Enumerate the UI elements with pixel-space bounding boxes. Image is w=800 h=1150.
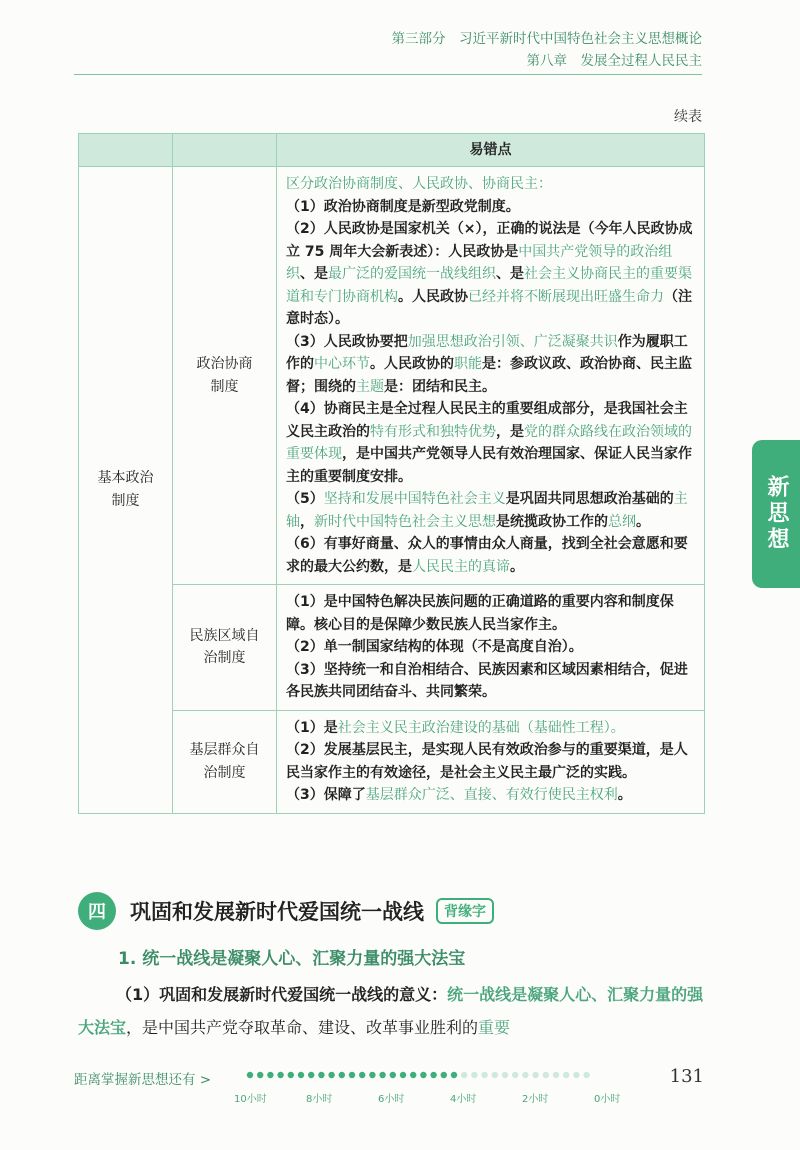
content-line [286, 488, 697, 533]
content-line [286, 173, 697, 196]
progress-dot [481, 1072, 487, 1078]
table-row [79, 710, 705, 813]
body-text: 。人民政协 [398, 288, 468, 305]
body-text: （4）协商民主是全过程人民民主的重要组成部分，是我国社会主义民主政治的 [286, 401, 688, 440]
content-line [286, 398, 697, 488]
section-heading [78, 892, 494, 930]
header-cell-blank-2 [173, 134, 277, 167]
content-line [286, 533, 697, 578]
content-line [286, 591, 697, 636]
highlight-text: 职能 [454, 356, 482, 372]
content-cell [277, 585, 705, 711]
body-text: （1）是 [286, 719, 338, 736]
body-text: （6）有事好商量、众人的事情由众人商量，找到全社会意愿和要求的最大公约数，是 [286, 536, 688, 575]
header-cell-blank-1 [79, 134, 173, 167]
progress-dot [267, 1072, 273, 1078]
body-text: （注意时态）。 [286, 288, 692, 327]
progress-dot [277, 1072, 283, 1078]
progress-dot [410, 1072, 416, 1078]
progress-dot [543, 1072, 549, 1078]
section-title: 巩固和发展新时代爱国统一战线 [130, 900, 424, 924]
subheading: 1. 统一战线是凝聚人心、汇聚力量的强大法宝 [118, 949, 466, 969]
content-line [286, 717, 697, 740]
content-line [286, 636, 697, 659]
highlight-text: 总纲 [608, 513, 636, 530]
highlight-text: 统一战线是凝聚人心、汇聚力量的强大法宝 [78, 985, 704, 1037]
progress-dot [512, 1072, 518, 1078]
body-text: ，是 [496, 423, 524, 440]
highlight-text: 新时代中国特色社会主义思想 [314, 513, 496, 530]
body-text: 。 [617, 787, 632, 803]
body-text: （2）人民政协是国家机关（×），正确的说法是（今年人民政协成立 75 周年大会新表述）：人民政协是 [286, 221, 693, 260]
highlight-text: 社会主义民主政治建设的基础（基础性工程） [337, 719, 611, 736]
highlight-text: 社会主义协商民主的重要渠道和专门协商机构 [286, 266, 692, 305]
progress-dot [471, 1072, 477, 1078]
body-text: （3）保障了 [286, 787, 366, 803]
content-line [286, 331, 697, 399]
header-chapter: 第八章 发展全过程人民民主 [526, 53, 702, 69]
progress-dot [390, 1072, 396, 1078]
highlight-text: 人民民主的真谛 [412, 558, 510, 575]
body-text: 。人民政协的 [370, 356, 454, 372]
highlight-text: 特有形式和独特优势 [370, 423, 496, 440]
section-number-badge: 四 [78, 892, 116, 930]
progress-dot [502, 1072, 508, 1078]
progress-dot [461, 1072, 467, 1078]
body-paragraph [78, 978, 708, 1044]
progress-dot [451, 1072, 457, 1078]
subcategory-cell [173, 167, 277, 585]
hour-label: 4小时 [450, 1094, 477, 1105]
progress-dot [553, 1072, 559, 1078]
hour-label: 0小时 [594, 1094, 621, 1105]
body-text: ，是中国共产党领导人民有效治理国家、保证人民当家作主的重要制度安排。 [286, 446, 692, 485]
body-text: 是：团结和民主。 [384, 378, 496, 395]
body-text: （3）坚持统一和自治相结合、民族因素和区域因素相结合，促进各民族共同团结奋斗、共同繁荣。 [286, 661, 688, 700]
category-cell [79, 167, 173, 814]
section-tag: 背缘字 [436, 898, 494, 924]
highlight-text: 主轴 [286, 491, 688, 530]
progress-dot [328, 1072, 334, 1078]
progress-dot [288, 1072, 294, 1078]
highlight-text: 最广泛的爱国统一战线组织 [328, 266, 496, 282]
progress-dot [583, 1072, 589, 1078]
progress-dot [563, 1072, 569, 1078]
content-cell [277, 167, 705, 585]
body-text: 、是 [300, 266, 328, 282]
highlight-text: 区分政治协商制度、人民政协、协商民主： [286, 176, 552, 192]
highlight-text: 中心环节 [314, 356, 370, 372]
body-text: ， [300, 513, 314, 530]
progress-dot [430, 1072, 436, 1078]
category-label: 基本政治制度 [97, 470, 154, 509]
progress-dot [369, 1072, 375, 1078]
body-text: （3）人民政协要把 [286, 333, 408, 350]
progress-dot [349, 1072, 355, 1078]
body-text: ，是中国共产党夺取革命、建设、改革事业胜利的 [126, 1018, 479, 1037]
progress-dot [492, 1072, 498, 1078]
body-text: （5） [286, 491, 324, 507]
body-text: 是巩固共同思想政治基础的 [505, 491, 674, 507]
footer-label: 距离掌握新思想还有 > [74, 1072, 212, 1088]
table-header-row [79, 134, 705, 167]
progress-dot [308, 1072, 314, 1078]
hour-label: 2小时 [522, 1094, 549, 1105]
subcategory-label: 民族区域自治制度 [189, 627, 260, 667]
table-row [79, 585, 705, 711]
progress-dot [359, 1072, 365, 1078]
progress-dot [247, 1072, 253, 1078]
highlight-text: 坚持和发展中国特色社会主义 [323, 491, 506, 507]
highlight-text: 基层群众广泛、直接、有效行使民主权利 [365, 787, 618, 803]
progress-dot [532, 1072, 538, 1078]
body-text: 、是 [496, 266, 524, 282]
header-cell-errors: 易错点 [277, 134, 705, 167]
highlight-text: 已经并将不断展现出旺盛生命力 [468, 288, 664, 305]
body-text: 是统揽政协工作的 [496, 513, 608, 530]
progress-dot [318, 1072, 324, 1078]
body-text: （1）是中国特色解决民族问题的正确道路的重要内容和制度保障。核心目的是保障少数民族人民当家作主。 [286, 594, 674, 633]
body-text: （1）政治协商制度是新型政党制度。 [286, 198, 520, 215]
content-line [286, 218, 697, 331]
progress-dot [257, 1072, 263, 1078]
body-text: 作为履职工作的 [286, 333, 688, 372]
content-line [286, 784, 697, 807]
subcategory-cell [173, 710, 277, 813]
body-text: （1）巩固和发展新时代爱国统一战线的意义： [116, 985, 448, 1004]
page-number: 131 [669, 1066, 704, 1087]
highlight-text: 加强思想政治引领、广泛凝聚共识 [407, 333, 618, 350]
progress-dot [339, 1072, 345, 1078]
table-row [79, 167, 705, 585]
content-cell [277, 710, 705, 813]
highlight-text: 党的群众路线在政治领域的重要体现 [286, 423, 692, 462]
progress-dot [573, 1072, 579, 1078]
progress-dot [420, 1072, 426, 1078]
content-line [286, 196, 697, 219]
running-header [392, 28, 703, 72]
hour-label: 8小时 [306, 1094, 333, 1105]
continued-label: 续表 [674, 109, 702, 125]
header-part: 第三部分 习近平新时代中国特色社会主义思想概论 [391, 31, 702, 47]
progress-dot [298, 1072, 304, 1078]
progress-dots [244, 1066, 634, 1096]
errors-table [78, 133, 705, 814]
highlight-text: 中国共产党领导的政治组织 [286, 243, 673, 282]
progress-dot [522, 1072, 528, 1078]
header-divider [74, 74, 702, 75]
progress-dot [441, 1072, 447, 1078]
hour-label: 6小时 [378, 1094, 405, 1105]
progress-dot [379, 1072, 385, 1078]
progress-dot [400, 1072, 406, 1078]
body-text: （2）单一制国家结构的体现（不是高度自治）。 [286, 639, 583, 655]
highlight-text: 。 [610, 719, 625, 736]
hour-label: 10小时 [234, 1094, 267, 1105]
body-text: 。 [636, 513, 650, 530]
body-text: 是：参政议政、政治协商、民主监督；围绕的 [286, 356, 692, 395]
highlight-text: 主题 [356, 378, 384, 395]
content-line [286, 659, 697, 704]
content-line [286, 739, 697, 784]
body-text: （2）发展基层民主，是实现人民有效政治参与的重要渠道，是人民当家作主的有效途径，是社会主义民主最广泛的实践。 [286, 742, 688, 781]
subcategory-cell [173, 585, 277, 711]
side-tab[interactable]: 新思想 [752, 440, 800, 588]
subcategory-label: 政治协商制度 [196, 356, 253, 395]
highlight-text: 重要 [478, 1018, 511, 1037]
subcategory-label: 基层群众自治制度 [189, 742, 260, 781]
body-text: 。 [510, 558, 524, 575]
